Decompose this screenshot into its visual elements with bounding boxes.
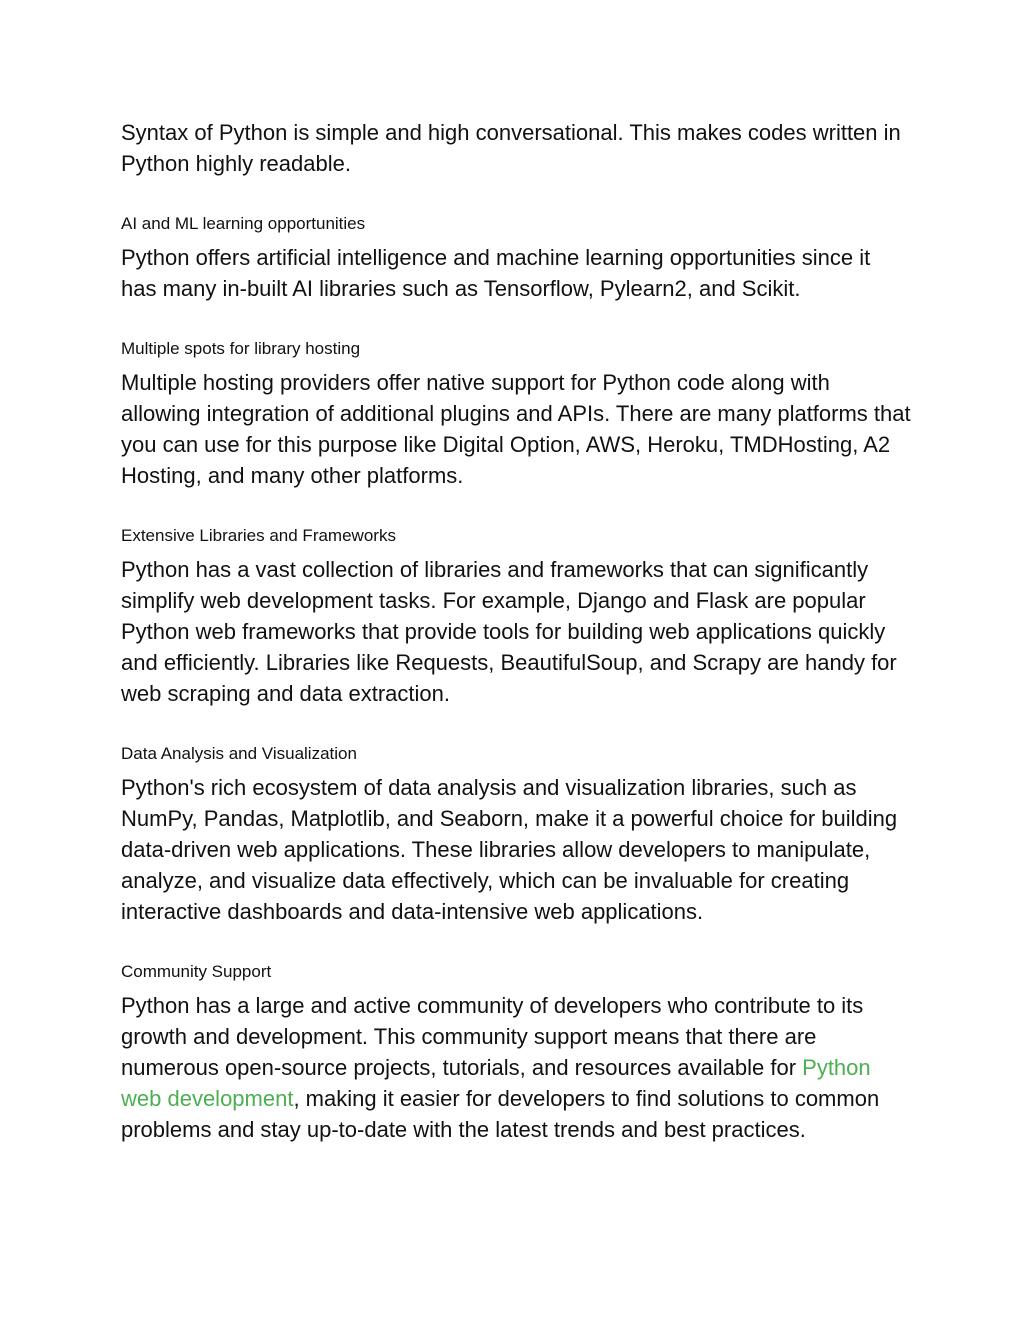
document-page [121,117,911,1178]
section-heading: Community Support [121,962,272,981]
section-body: Python has a vast collection of libraries and frameworks that can significantly simplify web development tasks. For example, Django and Flask are popular Python web frameworks that provide tools for building web applications quickly and efficiently. Libraries like Requests, BeautifulSoup, and Scrapy are handy for web scraping and data extraction. [121,557,897,706]
section-libraries-frameworks [121,524,911,709]
section-ai-ml [121,212,911,304]
section-heading: Data Analysis and Visualization [121,744,357,763]
section-body [121,990,911,1145]
intro-paragraph: Syntax of Python is simple and high conversational. This makes codes written in Python highly readable. [121,120,901,176]
section-body: Python offers artificial intelligence and machine learning opportunities since it has many in-built AI libraries such as Tensorflow, Pylearn2, and Scikit. [121,245,871,301]
python-web-development-link[interactable]: Python web development [121,1055,871,1111]
section-body: Python's rich ecosystem of data analysis and visualization libraries, such as NumPy, Pandas, Matplotlib, and Seaborn, make it a powerful choice for building data-driven web applications. These libraries allow developers to manipulate, analyze, and visualize data effectively, which can be invaluable for creating interactive dashboards and data-intensive web applications. [121,775,898,924]
section-heading: AI and ML learning opportunities [121,214,366,233]
section-body: Multiple hosting providers offer native support for Python code along with allowing integration of additional plugins and APIs. There are many platforms that you can use for this purpose like Digital Option, AWS, Heroku, TMDHosting, A2 Hosting, and many other platforms. [121,370,911,488]
section-heading: Extensive Libraries and Frameworks [121,526,396,545]
section-body-text-after: , making it easier for developers to find solutions to common problems and stay up-to-date with the latest trends and best practices. [121,1086,880,1142]
section-library-hosting [121,337,911,491]
section-heading: Multiple spots for library hosting [121,339,361,358]
section-community-support [121,960,911,1145]
section-data-analysis [121,742,911,927]
section-body-text-before: Python has a large and active community of developers who contribute to its growth and development. This community support means that there are numerous open-source projects, tutorials, and resources available for [121,993,864,1080]
